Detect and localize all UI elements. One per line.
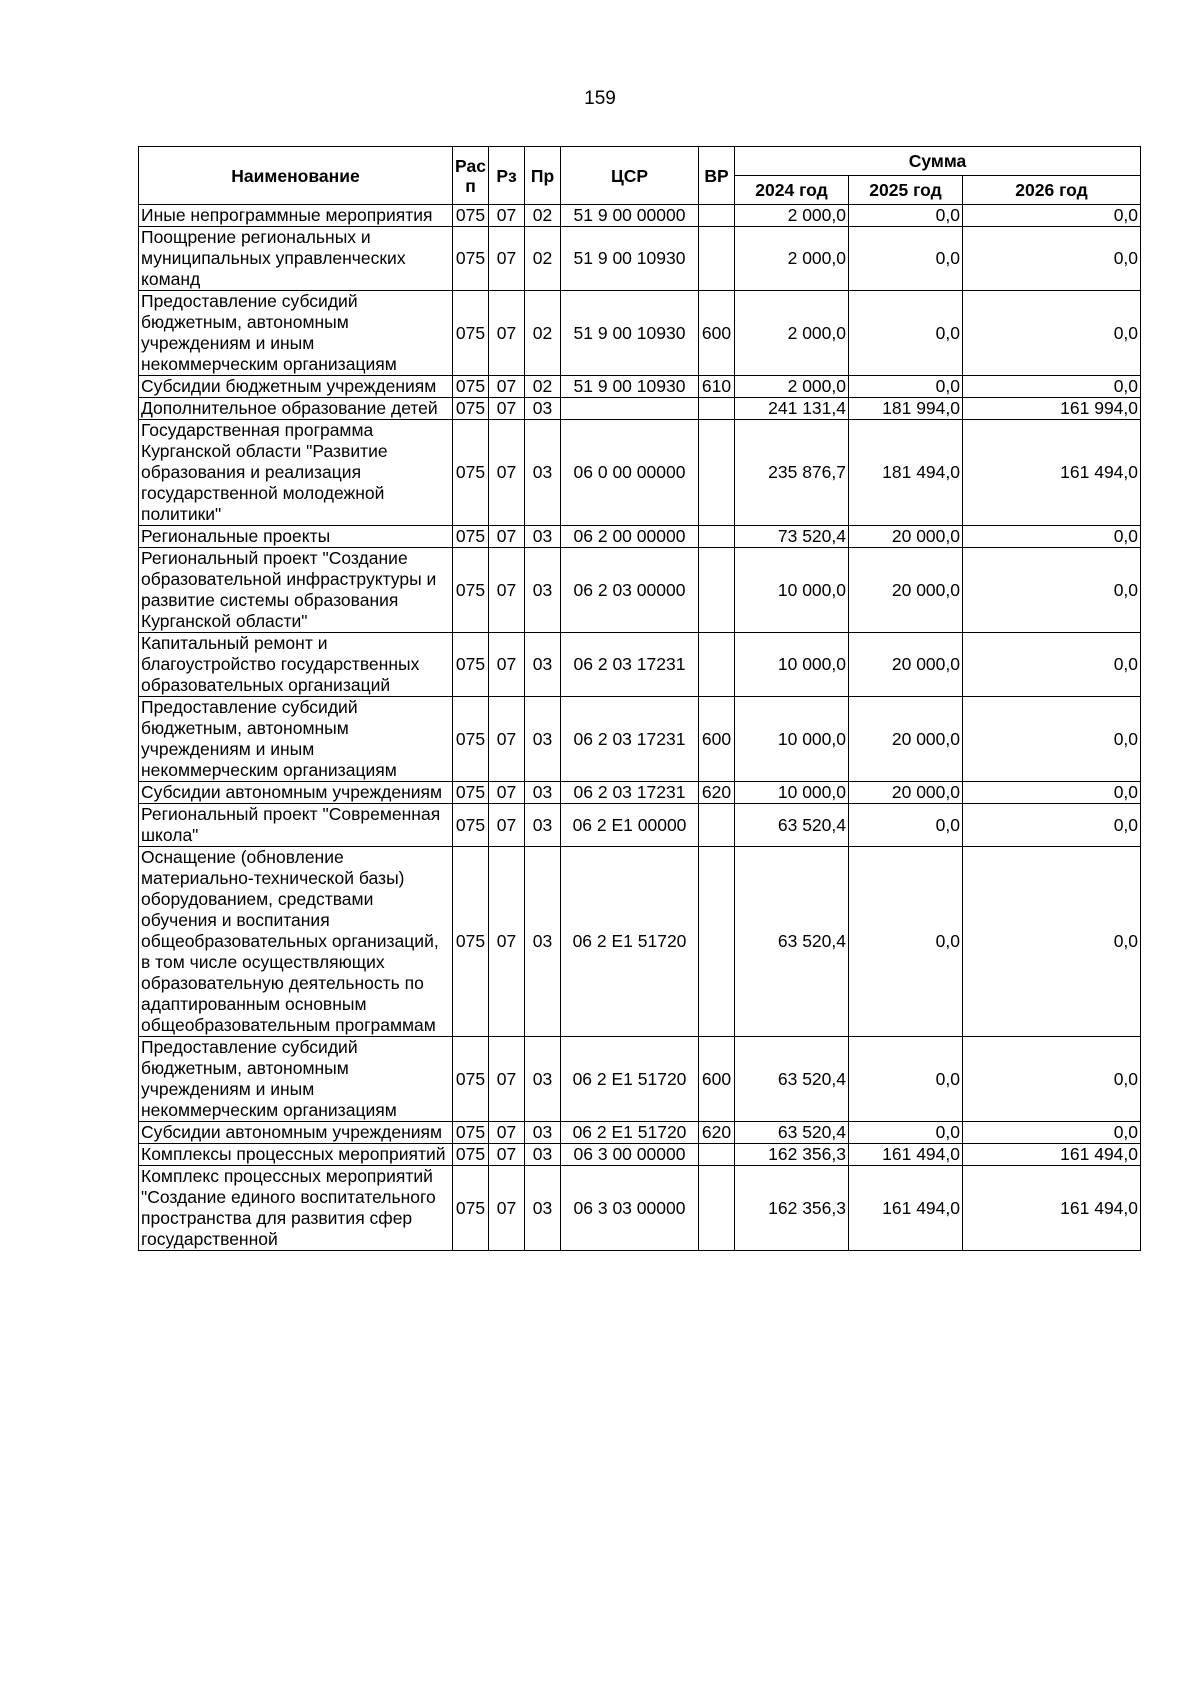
header-year-2025: 2025 год bbox=[849, 176, 963, 205]
cell-2026: 0,0 bbox=[963, 548, 1141, 633]
header-year-2026: 2026 год bbox=[963, 176, 1141, 205]
cell-pr: 02 bbox=[525, 376, 561, 398]
cell-pr: 03 bbox=[525, 398, 561, 420]
cell-2025: 0,0 bbox=[849, 1122, 963, 1144]
cell-2025: 20 000,0 bbox=[849, 782, 963, 804]
cell-2024: 2 000,0 bbox=[735, 376, 849, 398]
cell-pr: 03 bbox=[525, 782, 561, 804]
cell-rasp: 075 bbox=[453, 847, 489, 1037]
table-row bbox=[139, 1166, 1141, 1251]
cell-name: Предоставление субсидий бюджетным, автономным учреждениям и иным некоммерческим организациям bbox=[139, 1037, 453, 1122]
cell-name: Предоставление субсидий бюджетным, автономным учреждениям и иным некоммерческим организациям bbox=[139, 697, 453, 782]
cell-name: Субсидии бюджетным учреждениям bbox=[139, 376, 453, 398]
cell-vr bbox=[699, 1144, 735, 1166]
table-row bbox=[139, 633, 1141, 697]
cell-rasp: 075 bbox=[453, 548, 489, 633]
table-row bbox=[139, 205, 1141, 227]
cell-2025: 20 000,0 bbox=[849, 697, 963, 782]
cell-2026: 0,0 bbox=[963, 782, 1141, 804]
cell-2025: 20 000,0 bbox=[849, 526, 963, 548]
cell-rz: 07 bbox=[489, 205, 525, 227]
cell-rz: 07 bbox=[489, 398, 525, 420]
cell-2026: 0,0 bbox=[963, 633, 1141, 697]
cell-rz: 07 bbox=[489, 633, 525, 697]
cell-vr: 600 bbox=[699, 291, 735, 376]
cell-vr bbox=[699, 420, 735, 526]
cell-2026: 0,0 bbox=[963, 847, 1141, 1037]
header-rz: Рз bbox=[489, 147, 525, 205]
header-vr: ВР bbox=[699, 147, 735, 205]
cell-rasp: 075 bbox=[453, 420, 489, 526]
cell-vr: 620 bbox=[699, 1122, 735, 1144]
cell-rasp: 075 bbox=[453, 1122, 489, 1144]
cell-pr: 02 bbox=[525, 205, 561, 227]
cell-2024: 10 000,0 bbox=[735, 633, 849, 697]
cell-2025: 20 000,0 bbox=[849, 633, 963, 697]
cell-pr: 03 bbox=[525, 1144, 561, 1166]
cell-2024: 63 520,4 bbox=[735, 1037, 849, 1122]
cell-csr: 06 2 03 17231 bbox=[561, 782, 699, 804]
cell-rasp: 075 bbox=[453, 291, 489, 376]
cell-csr: 06 2 E1 51720 bbox=[561, 1037, 699, 1122]
cell-2024: 63 520,4 bbox=[735, 847, 849, 1037]
cell-rasp: 075 bbox=[453, 1037, 489, 1122]
cell-rz: 07 bbox=[489, 697, 525, 782]
table-row bbox=[139, 1037, 1141, 1122]
cell-csr: 06 2 03 00000 bbox=[561, 548, 699, 633]
header-name: Наименование bbox=[139, 147, 453, 205]
cell-name: Иные непрограммные мероприятия bbox=[139, 205, 453, 227]
cell-rz: 07 bbox=[489, 291, 525, 376]
cell-csr: 06 2 E1 51720 bbox=[561, 847, 699, 1037]
cell-csr: 51 9 00 10930 bbox=[561, 291, 699, 376]
cell-2024: 10 000,0 bbox=[735, 697, 849, 782]
cell-name: Региональные проекты bbox=[139, 526, 453, 548]
cell-pr: 03 bbox=[525, 526, 561, 548]
cell-2025: 181 994,0 bbox=[849, 398, 963, 420]
cell-vr: 620 bbox=[699, 782, 735, 804]
cell-rz: 07 bbox=[489, 1122, 525, 1144]
cell-rz: 07 bbox=[489, 227, 525, 291]
cell-rz: 07 bbox=[489, 1166, 525, 1251]
cell-csr: 06 0 00 00000 bbox=[561, 420, 699, 526]
cell-csr: 06 2 E1 00000 bbox=[561, 804, 699, 847]
cell-vr bbox=[699, 804, 735, 847]
cell-2026: 161 494,0 bbox=[963, 420, 1141, 526]
cell-2024: 73 520,4 bbox=[735, 526, 849, 548]
header-pr: Пр bbox=[525, 147, 561, 205]
cell-pr: 03 bbox=[525, 1122, 561, 1144]
cell-rz: 07 bbox=[489, 804, 525, 847]
header-sum: Сумма bbox=[735, 147, 1141, 176]
cell-2024: 2 000,0 bbox=[735, 227, 849, 291]
table-row bbox=[139, 526, 1141, 548]
header-csr: ЦСР bbox=[561, 147, 699, 205]
cell-pr: 03 bbox=[525, 804, 561, 847]
cell-rasp: 075 bbox=[453, 804, 489, 847]
cell-2024: 10 000,0 bbox=[735, 782, 849, 804]
cell-name: Региональный проект "Современная школа" bbox=[139, 804, 453, 847]
cell-name: Поощрение региональных и муниципальных управленческих команд bbox=[139, 227, 453, 291]
cell-name: Дополнительное образование детей bbox=[139, 398, 453, 420]
cell-2026: 0,0 bbox=[963, 804, 1141, 847]
cell-vr bbox=[699, 633, 735, 697]
cell-2025: 0,0 bbox=[849, 291, 963, 376]
cell-rasp: 075 bbox=[453, 526, 489, 548]
cell-2025: 20 000,0 bbox=[849, 548, 963, 633]
header-rasp: Рас п bbox=[453, 147, 489, 205]
cell-csr: 06 3 00 00000 bbox=[561, 1144, 699, 1166]
table-row bbox=[139, 227, 1141, 291]
cell-vr bbox=[699, 205, 735, 227]
cell-rasp: 075 bbox=[453, 697, 489, 782]
cell-rz: 07 bbox=[489, 1144, 525, 1166]
cell-pr: 03 bbox=[525, 548, 561, 633]
header-year-2024: 2024 год bbox=[735, 176, 849, 205]
cell-rz: 07 bbox=[489, 782, 525, 804]
table-row bbox=[139, 782, 1141, 804]
cell-2024: 63 520,4 bbox=[735, 1122, 849, 1144]
table-body bbox=[139, 205, 1141, 1251]
table-row bbox=[139, 847, 1141, 1037]
cell-2024: 162 356,3 bbox=[735, 1144, 849, 1166]
table-row bbox=[139, 291, 1141, 376]
cell-2026: 0,0 bbox=[963, 1037, 1141, 1122]
cell-rz: 07 bbox=[489, 1037, 525, 1122]
cell-name: Субсидии автономным учреждениям bbox=[139, 1122, 453, 1144]
cell-vr bbox=[699, 227, 735, 291]
cell-pr: 02 bbox=[525, 291, 561, 376]
cell-2026: 161 494,0 bbox=[963, 1144, 1141, 1166]
cell-2025: 0,0 bbox=[849, 847, 963, 1037]
cell-csr: 51 9 00 00000 bbox=[561, 205, 699, 227]
cell-2024: 235 876,7 bbox=[735, 420, 849, 526]
cell-2025: 181 494,0 bbox=[849, 420, 963, 526]
cell-vr bbox=[699, 398, 735, 420]
cell-vr: 610 bbox=[699, 376, 735, 398]
cell-2025: 161 494,0 bbox=[849, 1144, 963, 1166]
cell-2024: 2 000,0 bbox=[735, 291, 849, 376]
cell-name: Капитальный ремонт и благоустройство государственных образовательных организаций bbox=[139, 633, 453, 697]
cell-2024: 10 000,0 bbox=[735, 548, 849, 633]
cell-2025: 0,0 bbox=[849, 1037, 963, 1122]
cell-rz: 07 bbox=[489, 548, 525, 633]
cell-2026: 0,0 bbox=[963, 376, 1141, 398]
cell-name: Региональный проект "Создание образовательной инфраструктуры и развитие системы образования Курганской области" bbox=[139, 548, 453, 633]
budget-table bbox=[138, 146, 1141, 1251]
cell-name: Государственная программа Курганской области "Развитие образования и реализация государственной молодежной политики" bbox=[139, 420, 453, 526]
cell-name: Комплексы процессных мероприятий bbox=[139, 1144, 453, 1166]
cell-csr: 06 2 03 17231 bbox=[561, 633, 699, 697]
table-row bbox=[139, 548, 1141, 633]
cell-name: Оснащение (обновление материально-технической базы) оборудованием, средствами обучения и воспитания общеобразовательных организаций, в том числе осуществляющих образовательную деятельность по адаптированным основным общеобразовательным программам bbox=[139, 847, 453, 1037]
cell-name: Комплекс процессных мероприятий "Создание единого воспитательного пространства для развития сфер государственной bbox=[139, 1166, 453, 1251]
cell-csr: 06 2 00 00000 bbox=[561, 526, 699, 548]
table-row bbox=[139, 376, 1141, 398]
cell-rasp: 075 bbox=[453, 205, 489, 227]
cell-rz: 07 bbox=[489, 526, 525, 548]
cell-2026: 161 494,0 bbox=[963, 1166, 1141, 1251]
table-row bbox=[139, 420, 1141, 526]
cell-rasp: 075 bbox=[453, 376, 489, 398]
cell-vr bbox=[699, 526, 735, 548]
table-row bbox=[139, 697, 1141, 782]
cell-pr: 03 bbox=[525, 633, 561, 697]
cell-rasp: 075 bbox=[453, 398, 489, 420]
cell-2024: 2 000,0 bbox=[735, 205, 849, 227]
cell-2026: 0,0 bbox=[963, 205, 1141, 227]
cell-pr: 03 bbox=[525, 697, 561, 782]
cell-csr: 06 2 E1 51720 bbox=[561, 1122, 699, 1144]
cell-vr bbox=[699, 847, 735, 1037]
table-header bbox=[139, 147, 1141, 205]
cell-2026: 0,0 bbox=[963, 697, 1141, 782]
cell-vr bbox=[699, 1166, 735, 1251]
cell-vr: 600 bbox=[699, 1037, 735, 1122]
cell-2026: 0,0 bbox=[963, 291, 1141, 376]
cell-2025: 0,0 bbox=[849, 227, 963, 291]
cell-2026: 0,0 bbox=[963, 526, 1141, 548]
cell-pr: 03 bbox=[525, 1037, 561, 1122]
cell-csr: 51 9 00 10930 bbox=[561, 227, 699, 291]
cell-vr bbox=[699, 548, 735, 633]
table-row bbox=[139, 398, 1141, 420]
cell-csr: 06 2 03 17231 bbox=[561, 697, 699, 782]
cell-vr: 600 bbox=[699, 697, 735, 782]
page-number: 159 bbox=[584, 88, 616, 109]
cell-pr: 03 bbox=[525, 420, 561, 526]
cell-2024: 63 520,4 bbox=[735, 804, 849, 847]
cell-2026: 0,0 bbox=[963, 227, 1141, 291]
cell-rasp: 075 bbox=[453, 1166, 489, 1251]
cell-2025: 161 494,0 bbox=[849, 1166, 963, 1251]
cell-2024: 162 356,3 bbox=[735, 1166, 849, 1251]
table-row bbox=[139, 1122, 1141, 1144]
cell-csr: 06 3 03 00000 bbox=[561, 1166, 699, 1251]
cell-csr: 51 9 00 10930 bbox=[561, 376, 699, 398]
cell-name: Предоставление субсидий бюджетным, автономным учреждениям и иным некоммерческим организациям bbox=[139, 291, 453, 376]
cell-pr: 02 bbox=[525, 227, 561, 291]
cell-rasp: 075 bbox=[453, 227, 489, 291]
cell-name: Субсидии автономным учреждениям bbox=[139, 782, 453, 804]
cell-rz: 07 bbox=[489, 420, 525, 526]
cell-2025: 0,0 bbox=[849, 804, 963, 847]
cell-rz: 07 bbox=[489, 376, 525, 398]
cell-2025: 0,0 bbox=[849, 205, 963, 227]
cell-rasp: 075 bbox=[453, 1144, 489, 1166]
cell-rz: 07 bbox=[489, 847, 525, 1037]
cell-pr: 03 bbox=[525, 1166, 561, 1251]
table-row bbox=[139, 804, 1141, 847]
cell-rasp: 075 bbox=[453, 633, 489, 697]
table-row bbox=[139, 1144, 1141, 1166]
cell-2026: 161 994,0 bbox=[963, 398, 1141, 420]
cell-rasp: 075 bbox=[453, 782, 489, 804]
cell-2024: 241 131,4 bbox=[735, 398, 849, 420]
cell-pr: 03 bbox=[525, 847, 561, 1037]
cell-csr bbox=[561, 398, 699, 420]
cell-2025: 0,0 bbox=[849, 376, 963, 398]
cell-2026: 0,0 bbox=[963, 1122, 1141, 1144]
